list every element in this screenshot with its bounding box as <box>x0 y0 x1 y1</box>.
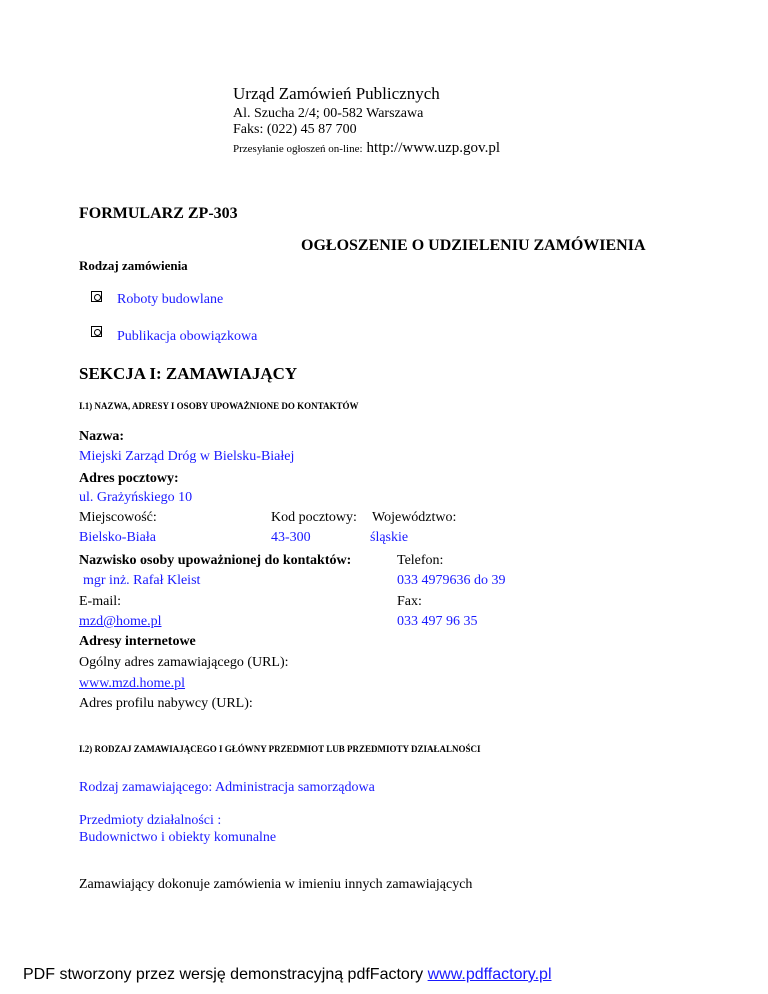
general-url-label: Ogólny adres zamawiającego (URL): <box>79 655 289 670</box>
subsection-2-title: I.2) RODZAJ ZAMAWIAJĄCEGO I GŁÓWNY PRZEDMIOT LUB PRZEDMIOTY DZIAŁALNOŚCI <box>79 744 481 754</box>
internet-label: Adresy internetowe <box>79 634 196 649</box>
email-link[interactable]: mzd@home.pl <box>79 614 162 629</box>
province-label: Województwo: <box>372 510 457 525</box>
pdf-footer <box>23 966 552 984</box>
contact-value: mgr inż. Rafał Kleist <box>83 573 201 588</box>
general-url-link[interactable]: www.mzd.home.pl <box>79 676 186 691</box>
activities-label: Przedmioty działalności : <box>79 813 222 828</box>
postal-label: Adres pocztowy: <box>79 471 179 486</box>
section-title: SEKCJA I: ZAMAWIAJĄCY <box>79 364 298 383</box>
province-value: śląskie <box>370 530 409 545</box>
city-label: Miejscowość: <box>79 510 157 525</box>
name-value: Miejski Zarząd Dróg w Bielsku-Białej <box>79 449 295 464</box>
zip-label: Kod pocztowy: <box>271 510 357 525</box>
pdf-footer-text: PDF stworzony przez wersję demonstracyjną pdfFactory <box>23 966 424 983</box>
fax-value: 033 497 96 35 <box>397 614 478 629</box>
phone-value: 033 4979636 do 39 <box>397 573 506 588</box>
header-org: Urząd Zamówień Publicznych <box>233 84 440 103</box>
option-checkbox-mandatory[interactable] <box>91 326 102 337</box>
zip-value: 43-300 <box>271 530 311 545</box>
buyer-profile-label: Adres profilu nabywcy (URL): <box>79 696 253 711</box>
fax-label: Fax: <box>397 594 422 609</box>
subsection-1-title: I.1) NAZWA, ADRESY I OSOBY UPOWAŻNIONE DO KONTAKTÓW <box>79 401 359 411</box>
form-title: OGŁOSZENIE O UDZIELENIU ZAMÓWIENIA <box>301 237 646 254</box>
postal-value: ul. Grażyńskiego 10 <box>79 490 193 505</box>
pdf-footer-link[interactable]: www.pdffactory.pl <box>427 966 552 983</box>
header-online <box>233 139 500 157</box>
authority-type: Rodzaj zamawiającego: Administracja samorządowa <box>79 780 375 795</box>
header-fax: Faks: (022) 45 87 700 <box>233 122 357 137</box>
header-address: Al. Szucha 2/4; 00-582 Warszawa <box>233 106 424 121</box>
option-mandatory-label: Publikacja obowiązkowa <box>117 329 258 344</box>
city-value: Bielsko-Biała <box>79 530 156 545</box>
form-code: FORMULARZ ZP-303 <box>79 205 238 222</box>
phone-label: Telefon: <box>397 553 444 568</box>
name-label: Nazwa: <box>79 429 125 444</box>
activities-value: Budownictwo i obiekty komunalne <box>79 830 277 845</box>
option-checkbox-works[interactable] <box>91 291 102 302</box>
on-behalf-text: Zamawiający dokonuje zamówienia w imieniu innych zamawiających <box>79 877 473 892</box>
contact-label: Nazwisko osoby upoważnionej do kontaktów: <box>79 553 352 568</box>
order-type-label: Rodzaj zamówienia <box>79 258 188 273</box>
header-online-label: Przesyłanie ogłoszeń on-line: <box>233 143 363 155</box>
email-label: E-mail: <box>79 594 121 609</box>
option-works-label: Roboty budowlane <box>117 292 224 307</box>
header-online-url[interactable]: http://www.uzp.gov.pl <box>366 140 500 156</box>
